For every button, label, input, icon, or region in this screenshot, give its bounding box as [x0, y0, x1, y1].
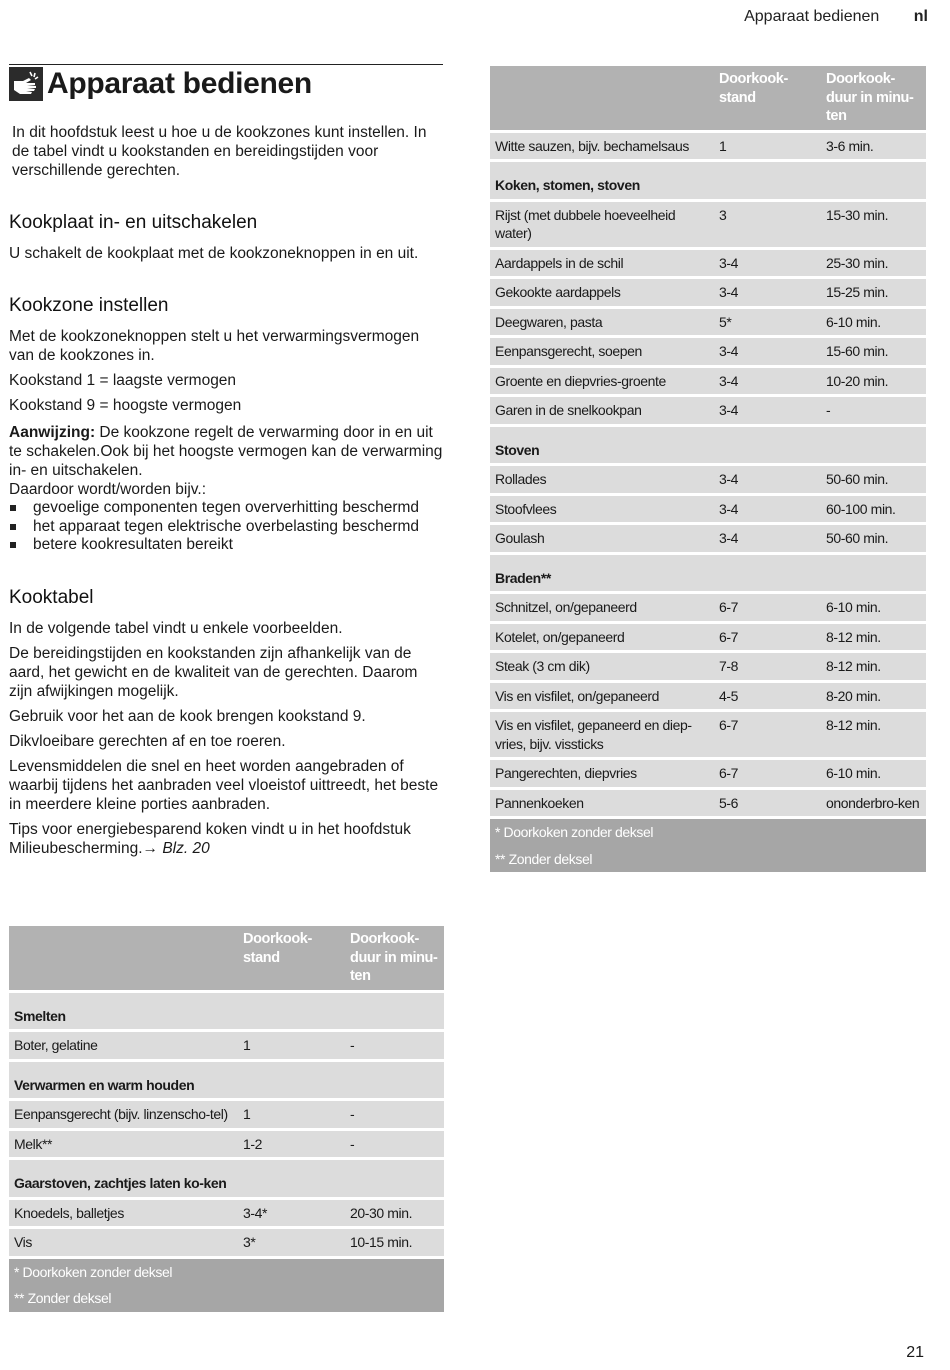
table-row: [490, 494, 926, 524]
duration-cell: 8-12 min.: [821, 652, 926, 682]
duration-cell: 8-12 min.: [821, 622, 926, 652]
stand-cell: 3: [714, 200, 821, 248]
table-row: [490, 524, 926, 554]
category-label: Gaarstoven, zachtjes laten ko-ken: [9, 1159, 444, 1199]
table-row: [490, 652, 926, 682]
dish-cell: Deegwaren, pasta: [490, 307, 714, 337]
sear-paragraph: Levensmiddelen die snel en heet worden aangebraden of waarbij tijdens het aanbraden veel vloeistof uittreedt, het beste in meerdere kleine porties aanbraden.: [9, 757, 439, 813]
dish-cell: Boter, gelatine: [9, 1031, 238, 1061]
bullet-list: [9, 499, 443, 555]
table-row: [490, 465, 926, 495]
operating-hand-icon: [9, 67, 43, 101]
category-label: Braden**: [490, 553, 926, 593]
table-category-row: [490, 161, 926, 201]
table-footnote-row: [9, 1257, 444, 1285]
table-row: [9, 1228, 444, 1258]
stand-cell: 3-4: [714, 396, 821, 426]
stand-cell: 3-4: [714, 465, 821, 495]
category-label: Stoven: [490, 425, 926, 465]
table-row: [490, 788, 926, 818]
dish-cell: Vis: [9, 1228, 238, 1258]
table-row: [490, 337, 926, 367]
header-duration: Doorkook-duur in minu-ten: [821, 66, 926, 131]
tips-text: Tips voor energiebesparend koken vindt u in het hoofdstuk Milieubescherming.: [9, 820, 411, 857]
stand-cell: 3-4*: [238, 1198, 345, 1228]
list-item: gevoelige componenten tegen oververhitting beschermd: [9, 499, 443, 518]
table-row: [9, 1031, 444, 1061]
footnote: ** Zonder deksel: [490, 846, 926, 873]
dish-cell: Eenpansgerecht (bijv. linzenscho-tel): [9, 1100, 238, 1130]
level-min-line: Kookstand 1 = laagste vermogen: [9, 372, 237, 389]
running-header-section: Apparaat bedienen: [744, 8, 880, 25]
table-row: [490, 759, 926, 789]
dish-cell: Vis en visfilet, gepaneerd en diep-vries, bijv. vissticks: [490, 711, 714, 759]
stand-cell: 4-5: [714, 681, 821, 711]
set-zone-paragraph: Met de kookzoneknoppen stelt u het verwarmingsvermogen van de kookzones in.: [9, 328, 420, 364]
table-row: [490, 278, 926, 308]
dish-cell: Vis en visfilet, on/gepaneerd: [490, 681, 714, 711]
section-heading-switch: Kookplaat in- en uitschakelen: [9, 212, 258, 233]
stand-cell: 3-4: [714, 494, 821, 524]
table-row: [490, 593, 926, 623]
duration-cell: 6-10 min.: [821, 759, 926, 789]
section-text-switch: U schakelt de kookplaat met de kookzoneknoppen in en uit.: [9, 245, 419, 262]
dish-cell: Melk**: [9, 1129, 238, 1159]
dish-cell: Rijst (met dubbele hoeveelheid water): [490, 200, 714, 248]
dish-cell: Aardappels in de schil: [490, 248, 714, 278]
duration-cell: 15-30 min.: [821, 200, 926, 248]
chapter-title-row: [9, 64, 443, 101]
table-row: [9, 1129, 444, 1159]
dish-cell: Kotelet, on/gepaneerd: [490, 622, 714, 652]
stand-cell: 1: [714, 131, 821, 161]
stand-cell: 3-4: [714, 524, 821, 554]
duration-cell: 15-60 min.: [821, 337, 926, 367]
stand-cell: 3-4: [714, 366, 821, 396]
header-duration: Doorkook-duur in minu-ten: [345, 926, 444, 991]
category-label: Verwarmen en warm houden: [9, 1060, 444, 1100]
stir-paragraph: Dikvloeibare gerechten af en toe roeren.: [9, 732, 286, 750]
running-header-language: nl: [913, 8, 928, 25]
stand-cell: 7-8: [714, 652, 821, 682]
duration-cell: 15-25 min.: [821, 278, 926, 308]
duration-cell: 6-10 min.: [821, 307, 926, 337]
table-category-row: [9, 991, 444, 1031]
table-header-row: [490, 66, 926, 131]
table-footnote-row: [490, 818, 926, 846]
dish-cell: Pannenkoeken: [490, 788, 714, 818]
stand-cell: 6-7: [714, 711, 821, 759]
dish-cell: Rollades: [490, 465, 714, 495]
dish-cell: Witte sauzen, bijv. bechamelsaus: [490, 131, 714, 161]
dish-cell: Schnitzel, on/gepaneerd: [490, 593, 714, 623]
dish-cell: Eenpansgerecht, soepen: [490, 337, 714, 367]
cooking-table-left: [9, 926, 444, 1312]
duration-cell: 25-30 min.: [821, 248, 926, 278]
duration-cell: -: [345, 1100, 444, 1130]
table-row: [490, 131, 926, 161]
section-heading-cooking-table: Kooktabel: [9, 586, 94, 608]
table-row: [490, 200, 926, 248]
table-row: [490, 711, 926, 759]
duration-cell: 6-10 min.: [821, 593, 926, 623]
table-footnote-row: [490, 846, 926, 873]
table-row: [490, 248, 926, 278]
boil-paragraph: Gebruik voor het aan de kook brengen kookstand 9.: [9, 707, 366, 725]
stand-cell: 3*: [238, 1228, 345, 1258]
duration-cell: 8-12 min.: [821, 711, 926, 759]
stand-cell: 5-6: [714, 788, 821, 818]
dish-cell: Knoedels, balletjes: [9, 1198, 238, 1228]
stand-cell: 6-7: [714, 759, 821, 789]
duration-cell: -: [345, 1031, 444, 1061]
intro-paragraph: In dit hoofdstuk leest u hoe u de kookzones kunt instellen. In de tabel vindt u kookstanden en bereidingstijden voor verschillende gerechten.: [12, 124, 427, 179]
arrow-icon: →: [142, 839, 159, 857]
stand-cell: 3-4: [714, 278, 821, 308]
footnote: ** Zonder deksel: [9, 1285, 444, 1312]
table-row: [490, 622, 926, 652]
stand-cell: 3-4: [714, 337, 821, 367]
table-footnote-row: [9, 1285, 444, 1312]
running-header: [744, 8, 928, 26]
stand-cell: 1-2: [238, 1129, 345, 1159]
table-row: [490, 366, 926, 396]
dish-cell: Gekookte aardappels: [490, 278, 714, 308]
dish-cell: Groente en diepvries-groente: [490, 366, 714, 396]
table-row: [490, 307, 926, 337]
dish-cell: Garen in de snelkookpan: [490, 396, 714, 426]
header-stand: Doorkook-stand: [714, 66, 821, 131]
footnote: * Doorkoken zonder deksel: [9, 1257, 444, 1285]
dish-cell: Stoofvlees: [490, 494, 714, 524]
duration-cell: ononderbro-ken: [821, 788, 926, 818]
table-intro-paragraph: In de volgende tabel vindt u enkele voorbeelden.: [9, 619, 343, 637]
category-label: Smelten: [9, 991, 444, 1031]
left-column: [9, 64, 443, 858]
table-row: [490, 681, 926, 711]
category-label: Koken, stomen, stoven: [490, 161, 926, 201]
stand-cell: 1: [238, 1100, 345, 1130]
table-row: [490, 396, 926, 426]
tips-paragraph: [9, 820, 443, 858]
stand-cell: 3-4: [714, 248, 821, 278]
duration-cell: 60-100 min.: [821, 494, 926, 524]
footnote: * Doorkoken zonder deksel: [490, 818, 926, 846]
list-item: het apparaat tegen elektrische overbelasting beschermd: [9, 518, 443, 537]
note-paragraph: [9, 423, 443, 480]
table-category-row: [9, 1060, 444, 1100]
duration-cell: -: [345, 1129, 444, 1159]
stand-cell: 1: [238, 1031, 345, 1061]
table-row: [9, 1100, 444, 1130]
duration-cell: 50-60 min.: [821, 524, 926, 554]
duration-cell: 10-15 min.: [345, 1228, 444, 1258]
dish-cell: Goulash: [490, 524, 714, 554]
table-category-row: [490, 425, 926, 465]
table-category-row: [9, 1159, 444, 1199]
header-dish: [490, 66, 714, 131]
table-header-row: [9, 926, 444, 991]
duration-cell: 8-20 min.: [821, 681, 926, 711]
level-max-line: Kookstand 9 = hoogste vermogen: [9, 397, 242, 414]
stand-cell: 6-7: [714, 622, 821, 652]
note-label: Aanwijzing:: [9, 424, 96, 441]
note-text: De kookzone regelt de verwarming door in en uit te schakelen.Ook bij het hoogste vermogen kan de verwarming in- en uitschakelen.: [9, 424, 443, 479]
note-followup: Daardoor wordt/worden bijv.:: [9, 481, 206, 498]
dish-cell: Pangerechten, diepvries: [490, 759, 714, 789]
duration-cell: 50-60 min.: [821, 465, 926, 495]
table-category-row: [490, 553, 926, 593]
header-dish: [9, 926, 238, 991]
page-reference-link[interactable]: Blz. 20: [162, 839, 210, 857]
table-row: [9, 1198, 444, 1228]
duration-cell: 20-30 min.: [345, 1198, 444, 1228]
dish-cell: Steak (3 cm dik): [490, 652, 714, 682]
stand-cell: 6-7: [714, 593, 821, 623]
duration-cell: -: [821, 396, 926, 426]
duration-cell: 10-20 min.: [821, 366, 926, 396]
list-item: betere kookresultaten bereikt: [9, 536, 443, 555]
stand-cell: 5*: [714, 307, 821, 337]
header-stand: Doorkook-stand: [238, 926, 345, 991]
cooking-table-right: [490, 66, 926, 872]
variation-paragraph: De bereidingstijden en kookstanden zijn afhankelijk van de aard, het gewicht en de kwaliteit van de gerechten. Daarom zijn afwijkingen mogelijk.: [9, 644, 418, 700]
duration-cell: 3-6 min.: [821, 131, 926, 161]
chapter-title: Apparaat bedienen: [47, 67, 312, 100]
section-heading-set-zone: Kookzone instellen: [9, 295, 169, 316]
page-number: 21: [906, 1344, 924, 1361]
